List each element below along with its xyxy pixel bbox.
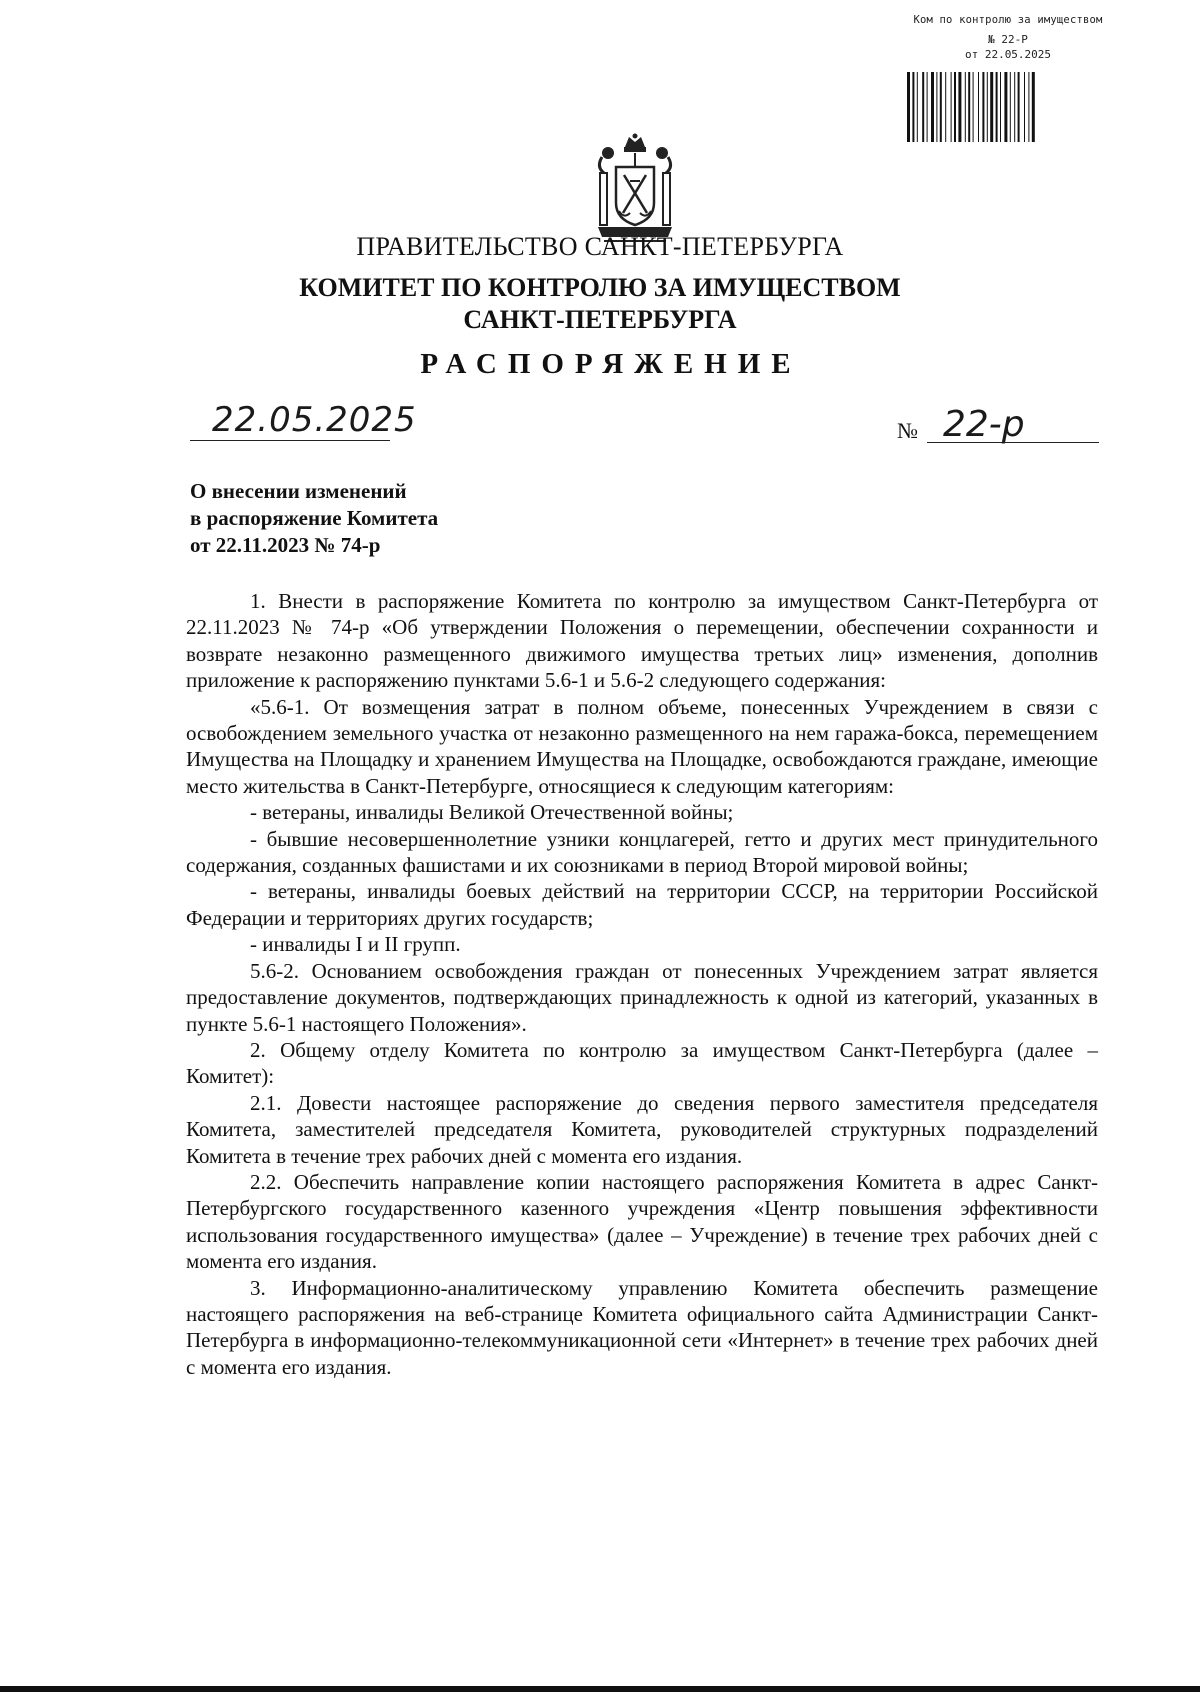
body-paragraph: 5.6-2. Основанием освобождения граждан от понесенных Учреждением затрат является предоставление документов, подтверждающих принадлежность к одной из категорий, указанных в пункте 5.6-1 настоящего Положения». <box>186 958 1098 1036</box>
stamp-date: от 22.05.2025 <box>964 48 1052 61</box>
body-paragraph: 1. Внести в распоряжение Комитета по контролю за имуществом Санкт-Петербурга от 22.11.2023 № 74-р «Об утверждении Положения о перемещении, обеспечении сохранности и возврате незаконно размещенного движимого имущества третьих лиц» изменения, дополнив приложение к распоряжению пунктами 5.6-1 и 5.6-2 следующего содержания: <box>186 589 1098 693</box>
body-paragraph: - инвалиды I и II групп. <box>250 932 461 957</box>
committee-title-city: САНКТ-ПЕТЕРБУРГА <box>463 305 737 334</box>
stamp-number: № 22-Р <box>988 33 1028 46</box>
body-paragraph: - бывшие несовершеннолетние узники концлагерей, гетто и других мест принудительного содержания, созданных фашистами и их союзниками в период Второй мировой войны; <box>186 826 1098 878</box>
scan-edge-bar <box>0 1686 1200 1692</box>
handwritten-date: 22.05.2025 <box>212 400 417 440</box>
handwritten-number: 22-р <box>943 404 1025 445</box>
document-type: РАСПОРЯЖЕНИЕ <box>420 348 802 380</box>
government-title: ПРАВИТЕЛЬСТВО САНКТ-ПЕТЕРБУРГА <box>356 232 844 261</box>
body-paragraph: 2.1. Довести настоящее распоряжение до сведения первого заместителя председателя Комитета, заместителей председателя Комитета, руководителей структурных подразделений Комитета в течение трех рабочих дней с момента его издания. <box>186 1090 1098 1168</box>
body-paragraph: - ветераны, инвалиды Великой Отечественной войны; <box>250 800 734 825</box>
committee-title: КОМИТЕТ ПО КОНТРОЛЮ ЗА ИМУЩЕСТВОМ <box>299 273 901 302</box>
number-underline <box>927 442 1099 443</box>
subject-line: от 22.11.2023 № 74-р <box>190 533 381 557</box>
body-paragraph: 2.2. Обеспечить направление копии настоящего распоряжения Комитета в адрес Санкт-Петербургского государственного казенного учреждения «Центр повышения эффективности использования государственного имущества» (далее – Учреждение) в течение трех рабочих дней с момента его издания. <box>186 1169 1098 1274</box>
body-paragraph: 3. Информационно-аналитическому управлению Комитета обеспечить размещение настоящего распоряжения на веб-странице Комитета официального сайта Администрации Санкт-Петербурга в информационно-телекоммуникационной сети «Интернет» в течение трех рабочих дней с момента его издания. <box>186 1275 1098 1379</box>
document-subject <box>190 478 438 559</box>
body-paragraph: 2. Общему отделу Комитета по контролю за имуществом Санкт-Петербурга (далее – Комитет): <box>186 1037 1098 1089</box>
stamp-organization: Ком по контролю за имуществом <box>913 14 1103 26</box>
subject-line: О внесении изменений <box>190 479 407 503</box>
body-paragraph: «5.6-1. От возмещения затрат в полном объеме, понесенных Учреждением в связи с освобождением земельного участка от незаконно размещенного на нем гаража-бокса, перемещением Имущества на Площадку и хранением Имущества на Площадке, освобождаются граждане, имеющие место жительства в Санкт-Петербурге, относящиеся к следующим категориям: <box>186 694 1098 798</box>
number-sign: № <box>897 418 918 443</box>
barcode <box>905 72 1118 142</box>
document-body <box>186 588 1098 1380</box>
body-paragraph: - ветераны, инвалиды боевых действий на территории СССР, на территории Российской Федерации и территориях других государств; <box>186 879 1098 930</box>
subject-line: в распоряжение Комитета <box>190 506 439 530</box>
date-underline <box>190 440 390 441</box>
registration-stamp <box>893 14 1123 61</box>
coat-of-arms-emblem <box>594 133 676 243</box>
